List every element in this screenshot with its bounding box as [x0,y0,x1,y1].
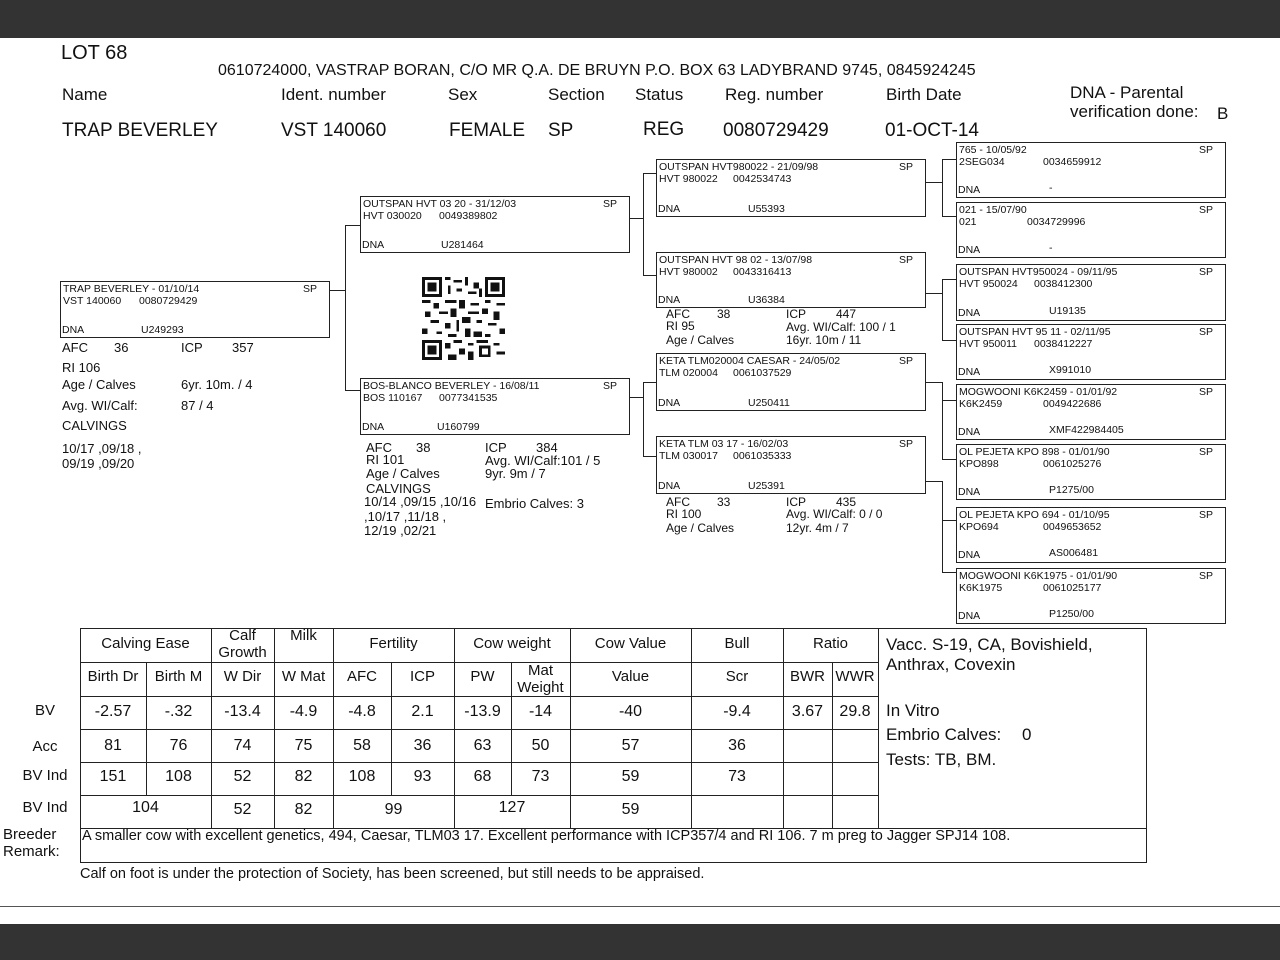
dam-ident: BOS 110167 [363,392,423,404]
g3-reg: 0038412300 [1034,278,1093,290]
label-name: Name [62,85,108,104]
pedigree-sire-sire [656,159,926,217]
label-section: Section [548,85,605,104]
subject-dna-label: DNA [62,324,85,336]
embrio-label: Embrio Calves: [886,725,1002,744]
acc-value: 57 [621,737,640,754]
embrio-value: 0 [1022,725,1032,744]
ds-dna-label: DNA [658,397,681,409]
col-w-mat: W Mat [281,668,326,685]
subject-age: 6yr. 10m. / 4 [181,377,253,392]
dam-afc: 38 [416,440,431,455]
subject-section: SP [302,283,317,295]
acc-icp: 36 [413,737,432,754]
sire-ident: HVT 030020 [363,210,422,222]
bvind1-birth-dr: 151 [99,768,127,785]
bvind2-cow-value: 59 [621,801,640,818]
g6-ident: KPO898 [959,458,999,470]
col-birth-m: Birth M [154,668,203,685]
dd-dna-value: U25391 [748,480,785,492]
bv-bwr: 3.67 [791,703,824,720]
acc-afc: 58 [353,737,371,754]
sd-wi: Avg. WI/Calf: 100 / 1 [786,320,896,334]
sd-age-label: Age / Calves [666,333,735,347]
g2-dna-value: - [1049,242,1053,254]
pedigree-sire-dam [656,252,926,308]
g2-section: SP [1198,204,1213,216]
g7-title: OL PEJETA KPO 694 - 01/10/95 [959,509,1110,521]
pedigree-gen3-8 [956,568,1226,624]
pedigree-dam-dam [656,436,926,494]
bv-birth-m: -.32 [164,703,193,720]
bvind2-fertility: 99 [384,801,403,818]
col-scr: Scr [725,668,749,685]
g1-reg: 0034659912 [1043,156,1102,168]
g6-dna-value: P1275/00 [1049,484,1094,496]
sd-dna-value: U36384 [748,294,785,306]
footer-note: Calf on foot is under the protection of Society, has been screened, but still needs to be appraised. [80,866,705,882]
dd-afc-label: AFC [666,495,690,509]
g1-section: SP [1198,144,1213,156]
subject-ri: RI 106 [62,360,101,375]
g6-reg: 0061025276 [1043,458,1102,470]
g8-ident: K6K1975 [959,582,1003,594]
ss-title: OUTSPAN HVT980022 - 21/09/98 [659,161,819,173]
g4-dna-value: X991010 [1049,364,1092,376]
col-mat: Mat [527,662,553,679]
bvind1-birth-m: 108 [165,768,192,785]
dd-title: KETA TLM 03 17 - 16/02/03 [659,438,789,450]
group-calf: Calf [229,627,256,644]
dna-value: B [1217,104,1229,123]
sd-afc-label: AFC [666,307,690,321]
vacc-line-2: Anthrax, Covexin [886,655,1016,674]
g1-dna-label: DNA [958,184,981,196]
acc-mat-weight: 50 [531,737,550,754]
sd-dna-label: DNA [658,294,681,306]
bvind2-growth: 52 [233,801,252,818]
acc-w-mat: 75 [294,737,313,754]
g8-title: MOGWOONI K6K1975 - 01/01/90 [959,570,1118,582]
bvind2-milk: 82 [294,801,313,818]
pedigree-gen3-1 [956,142,1226,198]
bv-mat-weight: -14 [528,703,553,720]
group-calving-ease: Calving Ease [101,635,190,652]
qr-code [420,277,507,360]
ds-ident: TLM 020004 [659,367,718,379]
g2-reg: 0034729996 [1027,216,1086,228]
col-icp: ICP [409,668,435,685]
bvind2-cow-weight: 127 [498,799,526,816]
g3-section: SP [1198,266,1213,278]
label-dna-1: DNA - Parental [1070,83,1184,102]
group-bull: Bull [724,635,750,652]
top-bar [0,0,1280,38]
g4-reg: 0038412227 [1034,338,1093,350]
bv-w-dir: -13.4 [224,703,261,720]
sd-reg: 0043316413 [733,266,792,278]
label-birth: Birth Date [886,85,962,104]
dd-ident: TLM 030017 [659,450,718,462]
subject-afc: 36 [114,340,129,355]
label-sex: Sex [448,85,478,104]
g5-section: SP [1198,386,1213,398]
g8-dna-value: P1250/00 [1049,608,1094,620]
dd-age: 12yr. 4m / 7 [786,521,849,535]
row-label-bv: BV [34,702,55,719]
sd-ident: HVT 980002 [659,266,718,278]
bvind1-w-mat: 82 [294,768,313,785]
pedigree-sire [360,196,630,253]
dam-ri: RI 101 [366,452,405,467]
dam-title: BOS-BLANCO BEVERLEY - 16/08/11 [363,380,540,392]
acc-birth-m: 76 [169,737,188,754]
g6-dna-label: DNA [958,486,981,498]
dam-icp-label: ICP [485,440,507,455]
g2-ident: 021 [959,216,977,228]
ss-reg: 0042534743 [733,173,792,185]
sire-title: OUTSPAN HVT 03 20 - 31/12/03 [363,198,517,210]
sd-age: 16yr. 10m / 11 [786,333,862,347]
dd-dna-label: DNA [658,480,681,492]
sd-afc: 38 [717,307,731,321]
subject-ident: VST 140060 [63,295,122,307]
owner-line: 0610724000, VASTRAP BORAN, C/O MR Q.A. DE BRUYN P.O. BOX 63 LADYBRAND 9745, 0845924245 [218,62,976,79]
subject-age-label: Age / Calves [62,377,136,392]
remark-label-2: Remark: [3,843,60,860]
dam-afc-label: AFC [366,440,392,455]
tests: Tests: TB, BM. [886,750,997,769]
g3-ident: HVT 950024 [959,278,1018,290]
bvind1-w-dir: 52 [233,768,252,785]
ss-dna-label: DNA [658,203,681,215]
dd-section: SP [898,438,913,450]
col-w-dir: W Dir [223,668,262,685]
sd-icp: 447 [836,307,857,321]
sd-title: OUTSPAN HVT 98 02 - 13/07/98 [659,254,813,266]
dam-calvings-1: 10/14 ,09/15 ,10/16 [364,494,477,509]
label-dna-2: verification done: [1070,102,1199,121]
subject-wi-label: Avg. WI/Calf: [62,398,138,413]
col-bwr: BWR [790,668,825,685]
acc-birth-dr: 81 [104,737,122,754]
pedigree-gen3-2 [956,202,1226,258]
row-label-bvind: BV Ind [22,767,68,784]
dam-section: SP [602,380,617,392]
subject-calvings-1: 10/17 ,09/18 , [62,441,142,456]
row-label-acc: Acc [32,738,58,755]
g5-reg: 0049422686 [1043,398,1102,410]
g2-dna-label: DNA [958,244,981,256]
g6-title: OL PEJETA KPO 898 - 01/01/90 [959,446,1110,458]
g5-dna-value: XMF422984405 [1049,424,1124,436]
bv-pw: -13.9 [464,703,501,720]
sd-icp-label: ICP [786,307,807,321]
ds-reg: 0061037529 [733,367,792,379]
g4-ident: HVT 950011 [959,338,1017,350]
g5-title: MOGWOONI K6K2459 - 01/01/92 [959,386,1118,398]
dd-icp: 435 [836,495,857,509]
dam-wi: Avg. WI/Calf:101 / 5 [485,453,601,468]
g3-title: OUTSPAN HVT950024 - 09/11/95 [959,266,1118,278]
dd-icp-label: ICP [786,495,807,509]
g1-ident: 2SEG034 [959,156,1005,168]
g4-section: SP [1198,326,1213,338]
bv-icp: 2.1 [411,703,434,720]
sire-dna-label: DNA [362,239,385,251]
g5-ident: K6K2459 [959,398,1003,410]
ds-dna-value: U250411 [748,397,790,409]
col-pw: PW [470,668,495,685]
bv-afc: -4.8 [348,703,376,720]
subject-dna-value: U249293 [141,324,184,336]
subject-reg: 0080729429 [139,295,198,307]
dam-calvings-3: 12/19 ,02/21 [364,523,437,538]
dd-afc: 33 [717,495,731,509]
g2-title: 021 - 15/07/90 [959,204,1027,216]
g8-section: SP [1198,570,1213,582]
animal-reg: 0080729429 [723,120,829,141]
subject-title: TRAP BEVERLEY - 01/10/14 [63,283,200,295]
bvind1-afc: 108 [348,768,376,785]
group-milk: Milk [290,627,317,644]
ss-section: SP [898,161,913,173]
bv-birth-dr: -2.57 [94,703,132,720]
acc-scr: 36 [728,737,746,754]
col-afc: AFC [347,668,377,685]
remark-label-1: Breeder [3,826,57,843]
dam-dna-value: U160799 [437,421,480,433]
animal-sex: FEMALE [449,120,526,141]
sire-reg: 0049389802 [439,210,498,222]
bvind1-pw: 68 [473,768,492,785]
g5-dna-label: DNA [958,426,981,438]
pedigree-gen3-7 [956,507,1226,563]
g7-section: SP [1198,509,1213,521]
animal-status: REG [643,119,685,140]
subject-afc-label: AFC [62,340,88,355]
in-vitro: In Vitro [886,701,940,720]
g3-dna-value: U19135 [1049,305,1086,317]
g6-section: SP [1198,446,1213,458]
ss-dna-value: U55393 [748,203,785,215]
dam-dna-label: DNA [362,421,385,433]
group-ratio: Ratio [812,635,849,652]
group-growth: Growth [218,644,267,661]
g7-dna-label: DNA [958,549,981,561]
g1-dna-value: - [1049,182,1053,194]
acc-pw: 63 [473,737,492,754]
g4-title: OUTSPAN HVT 95 11 - 02/11/95 [959,326,1111,338]
lot-number: LOT 68 [61,42,128,64]
subject-wi: 87 / 4 [181,398,214,413]
col-weight: Weight [517,679,564,696]
bv-value: -40 [618,703,643,720]
dd-age-label: Age / Calves [666,521,735,535]
bvind1-icp: 93 [413,768,432,785]
g7-ident: KPO694 [959,521,999,533]
animal-section: SP [548,120,574,141]
ds-section: SP [898,355,913,367]
bvind1-scr: 73 [728,768,746,785]
row-label-bvind-2: BV Ind [22,799,68,816]
pedigree-dam [360,378,630,435]
g8-reg: 0061025177 [1043,582,1102,594]
dam-calvings-2: ,10/17 ,11/18 , [364,509,447,524]
sd-ri: RI 95 [666,319,695,333]
subject-icp: 357 [232,340,254,355]
col-value: Value [611,668,650,685]
animal-birth: 01-OCT-14 [885,120,979,141]
dam-age-label: Age / Calves [366,466,440,481]
acc-w-dir: 74 [233,737,252,754]
dd-wi: Avg. WI/Calf: 0 / 0 [786,507,883,521]
sire-section: SP [602,198,617,210]
label-reg: Reg. number [725,85,824,104]
pedigree-subject [60,281,330,338]
g8-dna-label: DNA [958,610,981,622]
bv-scr: -9.4 [723,703,751,720]
animal-ident: VST 140060 [281,120,387,141]
dam-icp: 384 [536,440,558,455]
col-birth-dr: Birth Dr [87,668,139,685]
label-ident: Ident. number [281,85,386,104]
dam-embrio: Embrio Calves: 3 [485,496,584,511]
bvind1-mat-weight: 73 [531,768,550,785]
g4-dna-label: DNA [958,366,981,378]
g3-dna-label: DNA [958,307,981,319]
bv-wwr: 29.8 [839,703,871,720]
ss-ident: HVT 980022 [659,173,718,185]
ds-title: KETA TLM020004 CAESAR - 24/05/02 [659,355,841,367]
pedigree-gen3-5 [956,384,1226,440]
animal-name: TRAP BEVERLEY [62,120,218,141]
breeder-remark: A smaller cow with excellent genetics, 494, Caesar, TLM03 17. Excellent performance with ICP357/4 and RI 106. 7 m preg to Jagger SPJ14 108. [82,828,1011,844]
dam-calvings-label: CALVINGS [366,481,431,496]
pedigree-gen3-6 [956,444,1226,500]
sd-section: SP [898,254,913,266]
vacc-line-1: Vacc. S-19, CA, Bovishield, [886,635,1093,654]
g1-title: 765 - 10/05/92 [959,144,1027,156]
subject-calvings-2: 09/19 ,09/20 [62,456,135,471]
dam-age: 9yr. 9m / 7 [485,466,546,481]
bottom-bar [0,924,1280,960]
subject-icp-label: ICP [181,340,203,355]
g7-dna-value: AS006481 [1049,547,1099,559]
sire-dna-value: U281464 [441,239,484,251]
pedigree-gen3-4 [956,324,1226,380]
label-status: Status [635,85,684,104]
dd-reg: 0061035333 [733,450,792,462]
group-cow-value: Cow Value [594,635,667,652]
col-wwr: WWR [835,668,875,685]
group-fertility: Fertility [369,635,418,652]
g7-reg: 0049653652 [1043,521,1102,533]
subject-calvings-label: CALVINGS [62,418,127,433]
dam-reg: 0077341535 [439,392,498,404]
bv-w-mat: -4.9 [289,703,318,720]
pedigree-dam-sire [656,353,926,411]
bvind2-calving-ease: 104 [132,799,159,816]
pedigree-gen3-3 [956,264,1226,321]
bvind1-value: 59 [621,768,640,785]
divider [0,906,1280,907]
group-cow-weight: Cow weight [473,635,551,652]
dd-ri: RI 100 [666,507,702,521]
